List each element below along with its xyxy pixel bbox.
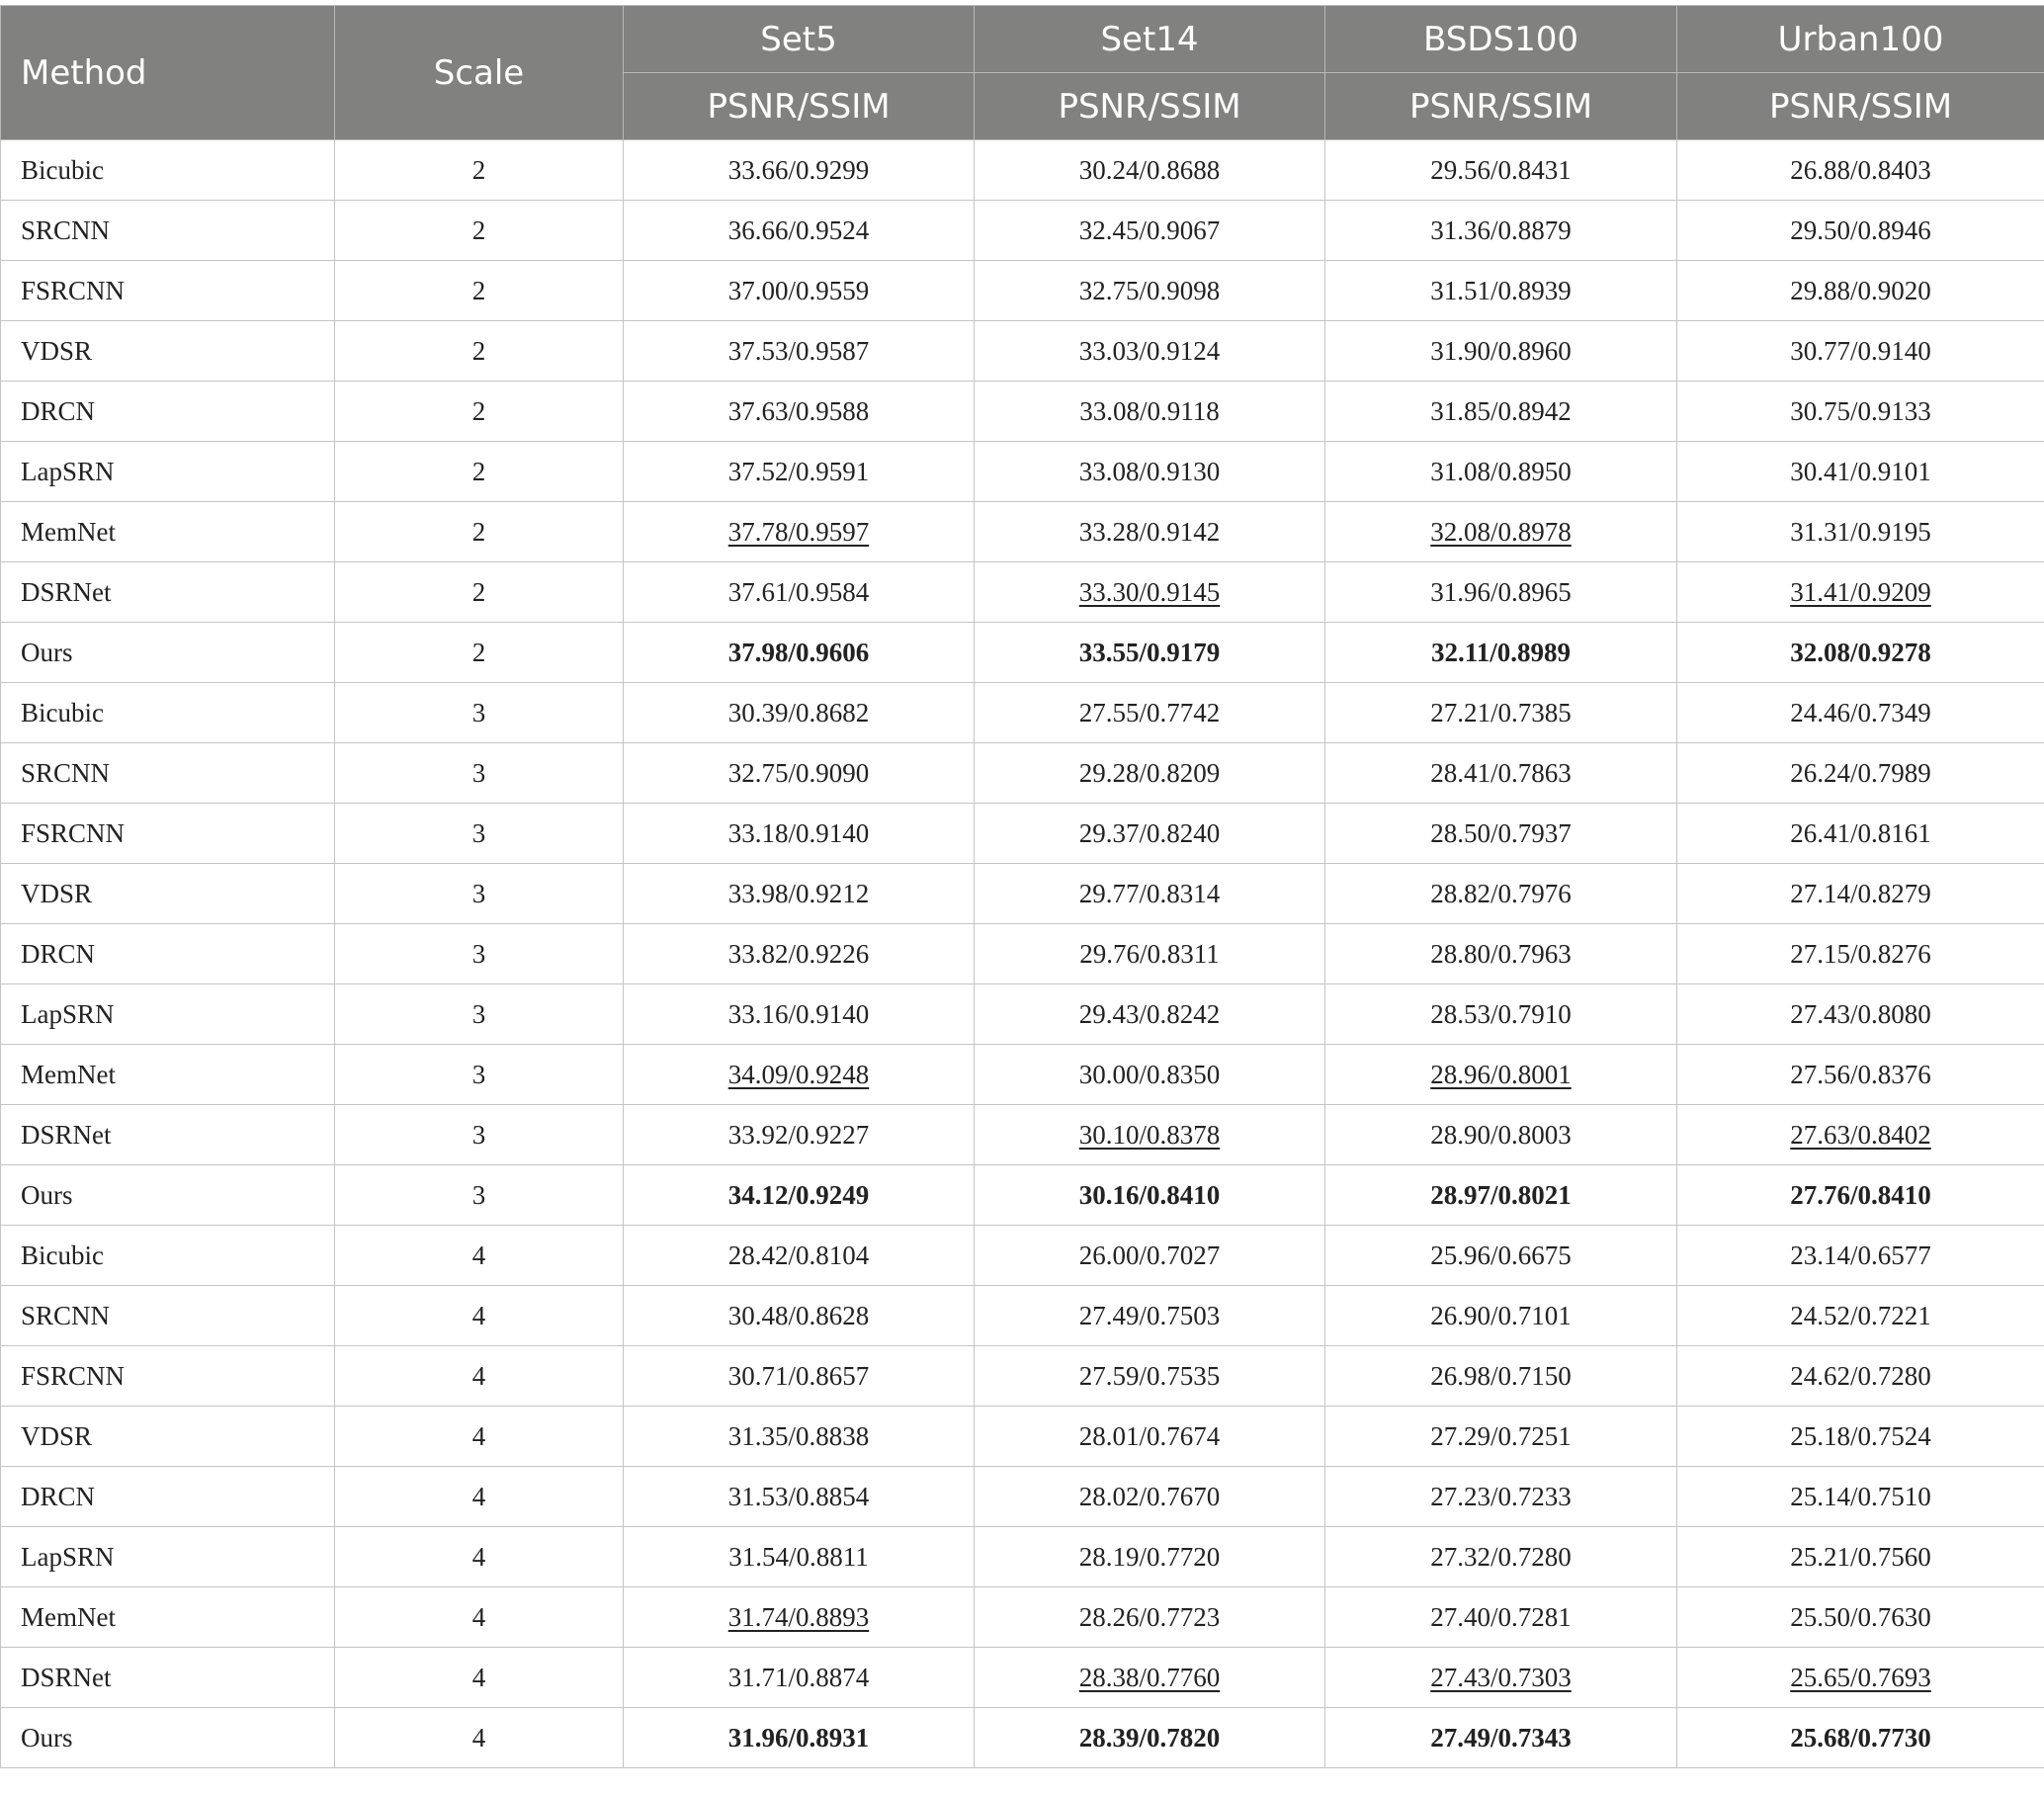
cell-method: MemNet xyxy=(1,502,335,562)
cell-scale: 2 xyxy=(335,442,624,502)
cell-scale: 4 xyxy=(335,1708,624,1768)
table-row xyxy=(1,502,2044,562)
cell-scale: 2 xyxy=(335,382,624,442)
cell-set14: 33.08/0.9130 xyxy=(975,442,1325,502)
cell-urban100: 29.88/0.9020 xyxy=(1677,261,2044,321)
table-row xyxy=(1,1708,2044,1768)
cell-bsds100: 28.82/0.7976 xyxy=(1325,864,1677,924)
cell-bsds100: 31.51/0.8939 xyxy=(1325,261,1677,321)
cell-set14: 29.37/0.8240 xyxy=(975,804,1325,864)
cell-method: MemNet xyxy=(1,1045,335,1105)
cell-urban100: 24.52/0.7221 xyxy=(1677,1286,2044,1346)
cell-scale: 4 xyxy=(335,1587,624,1648)
cell-set5: 37.00/0.9559 xyxy=(624,261,975,321)
cell-bsds100: 29.56/0.8431 xyxy=(1325,140,1677,201)
cell-method: FSRCNN xyxy=(1,1346,335,1407)
cell-bsds100: 31.90/0.8960 xyxy=(1325,321,1677,382)
cell-set14: 27.59/0.7535 xyxy=(975,1346,1325,1407)
table-row xyxy=(1,1165,2044,1226)
cell-urban100: 23.14/0.6577 xyxy=(1677,1226,2044,1286)
table-row xyxy=(1,804,2044,864)
cell-set5: 28.42/0.8104 xyxy=(624,1226,975,1286)
cell-urban100: 27.43/0.8080 xyxy=(1677,984,2044,1045)
header-urban100: Urban100 xyxy=(1677,6,2044,73)
table-row xyxy=(1,1105,2044,1165)
cell-set14: 27.55/0.7742 xyxy=(975,683,1325,743)
cell-urban100: 26.88/0.8403 xyxy=(1677,140,2044,201)
table-row xyxy=(1,140,2044,201)
cell-set14: 28.02/0.7670 xyxy=(975,1467,1325,1527)
table-row xyxy=(1,683,2044,743)
cell-set5: 31.96/0.8931 xyxy=(624,1708,975,1768)
header-row-datasets xyxy=(1,6,2044,73)
cell-set14: 29.43/0.8242 xyxy=(975,984,1325,1045)
cell-urban100: 25.14/0.7510 xyxy=(1677,1467,2044,1527)
cell-scale: 3 xyxy=(335,1165,624,1226)
cell-set5: 31.71/0.8874 xyxy=(624,1648,975,1708)
cell-set5: 31.74/0.8893 xyxy=(624,1587,975,1648)
cell-method: Bicubic xyxy=(1,683,335,743)
cell-method: LapSRN xyxy=(1,984,335,1045)
cell-urban100: 30.77/0.9140 xyxy=(1677,321,2044,382)
cell-set14: 33.03/0.9124 xyxy=(975,321,1325,382)
cell-method: DRCN xyxy=(1,924,335,984)
cell-bsds100: 27.49/0.7343 xyxy=(1325,1708,1677,1768)
cell-bsds100: 32.11/0.8989 xyxy=(1325,623,1677,683)
cell-set14: 33.30/0.9145 xyxy=(975,562,1325,623)
cell-urban100: 30.75/0.9133 xyxy=(1677,382,2044,442)
cell-set5: 34.12/0.9249 xyxy=(624,1165,975,1226)
cell-bsds100: 27.21/0.7385 xyxy=(1325,683,1677,743)
cell-method: SRCNN xyxy=(1,743,335,804)
cell-set5: 34.09/0.9248 xyxy=(624,1045,975,1105)
cell-method: VDSR xyxy=(1,864,335,924)
table-row xyxy=(1,261,2044,321)
cell-method: FSRCNN xyxy=(1,804,335,864)
cell-set5: 37.98/0.9606 xyxy=(624,623,975,683)
cell-urban100: 31.31/0.9195 xyxy=(1677,502,2044,562)
table-row xyxy=(1,984,2044,1045)
header-scale: Scale xyxy=(335,6,624,140)
cell-scale: 3 xyxy=(335,924,624,984)
cell-set14: 30.16/0.8410 xyxy=(975,1165,1325,1226)
table-row xyxy=(1,1407,2044,1467)
cell-bsds100: 26.98/0.7150 xyxy=(1325,1346,1677,1407)
header-metric-bsds100: PSNR/SSIM xyxy=(1325,73,1677,140)
cell-set14: 32.75/0.9098 xyxy=(975,261,1325,321)
cell-set14: 29.76/0.8311 xyxy=(975,924,1325,984)
cell-bsds100: 31.08/0.8950 xyxy=(1325,442,1677,502)
results-table xyxy=(0,5,2044,1768)
cell-set5: 37.61/0.9584 xyxy=(624,562,975,623)
header-metric-set5: PSNR/SSIM xyxy=(624,73,975,140)
table-row xyxy=(1,442,2044,502)
cell-urban100: 27.56/0.8376 xyxy=(1677,1045,2044,1105)
table-row xyxy=(1,1045,2044,1105)
cell-bsds100: 28.41/0.7863 xyxy=(1325,743,1677,804)
cell-set14: 28.01/0.7674 xyxy=(975,1407,1325,1467)
table-row xyxy=(1,1467,2044,1527)
cell-urban100: 26.24/0.7989 xyxy=(1677,743,2044,804)
table-row xyxy=(1,1587,2044,1648)
cell-method: DSRNet xyxy=(1,1648,335,1708)
cell-set5: 37.53/0.9587 xyxy=(624,321,975,382)
cell-set5: 31.53/0.8854 xyxy=(624,1467,975,1527)
cell-set14: 32.45/0.9067 xyxy=(975,201,1325,261)
cell-set14: 30.10/0.8378 xyxy=(975,1105,1325,1165)
cell-bsds100: 31.36/0.8879 xyxy=(1325,201,1677,261)
cell-bsds100: 25.96/0.6675 xyxy=(1325,1226,1677,1286)
cell-urban100: 30.41/0.9101 xyxy=(1677,442,2044,502)
cell-scale: 2 xyxy=(335,140,624,201)
cell-urban100: 24.46/0.7349 xyxy=(1677,683,2044,743)
cell-scale: 2 xyxy=(335,201,624,261)
cell-scale: 4 xyxy=(335,1648,624,1708)
cell-urban100: 31.41/0.9209 xyxy=(1677,562,2044,623)
cell-set5: 33.92/0.9227 xyxy=(624,1105,975,1165)
cell-method: Ours xyxy=(1,1165,335,1226)
cell-bsds100: 31.96/0.8965 xyxy=(1325,562,1677,623)
cell-bsds100: 28.97/0.8021 xyxy=(1325,1165,1677,1226)
cell-set5: 30.48/0.8628 xyxy=(624,1286,975,1346)
cell-set14: 28.39/0.7820 xyxy=(975,1708,1325,1768)
cell-set5: 37.78/0.9597 xyxy=(624,502,975,562)
cell-scale: 4 xyxy=(335,1527,624,1587)
cell-method: Bicubic xyxy=(1,1226,335,1286)
cell-bsds100: 28.53/0.7910 xyxy=(1325,984,1677,1045)
cell-set14: 27.49/0.7503 xyxy=(975,1286,1325,1346)
cell-method: DSRNet xyxy=(1,1105,335,1165)
table-row xyxy=(1,1286,2044,1346)
cell-scale: 2 xyxy=(335,562,624,623)
cell-method: DSRNet xyxy=(1,562,335,623)
cell-set5: 30.71/0.8657 xyxy=(624,1346,975,1407)
cell-set5: 33.66/0.9299 xyxy=(624,140,975,201)
header-bsds100: BSDS100 xyxy=(1325,6,1677,73)
cell-set14: 28.38/0.7760 xyxy=(975,1648,1325,1708)
cell-set14: 29.28/0.8209 xyxy=(975,743,1325,804)
cell-method: FSRCNN xyxy=(1,261,335,321)
table-header xyxy=(1,6,2044,140)
cell-set14: 28.19/0.7720 xyxy=(975,1527,1325,1587)
cell-urban100: 32.08/0.9278 xyxy=(1677,623,2044,683)
cell-bsds100: 27.23/0.7233 xyxy=(1325,1467,1677,1527)
cell-set5: 33.18/0.9140 xyxy=(624,804,975,864)
table-row xyxy=(1,1346,2044,1407)
cell-method: VDSR xyxy=(1,1407,335,1467)
cell-method: Ours xyxy=(1,1708,335,1768)
cell-scale: 2 xyxy=(335,321,624,382)
cell-scale: 4 xyxy=(335,1286,624,1346)
cell-scale: 3 xyxy=(335,683,624,743)
cell-method: Bicubic xyxy=(1,140,335,201)
cell-urban100: 27.14/0.8279 xyxy=(1677,864,2044,924)
cell-urban100: 27.15/0.8276 xyxy=(1677,924,2044,984)
table-row xyxy=(1,1226,2044,1286)
cell-set5: 37.52/0.9591 xyxy=(624,442,975,502)
header-metric-set14: PSNR/SSIM xyxy=(975,73,1325,140)
table-row xyxy=(1,743,2044,804)
cell-scale: 3 xyxy=(335,1105,624,1165)
cell-bsds100: 27.32/0.7280 xyxy=(1325,1527,1677,1587)
table-row xyxy=(1,562,2044,623)
cell-method: LapSRN xyxy=(1,1527,335,1587)
cell-scale: 4 xyxy=(335,1407,624,1467)
cell-set14: 29.77/0.8314 xyxy=(975,864,1325,924)
cell-urban100: 29.50/0.8946 xyxy=(1677,201,2044,261)
cell-set5: 31.54/0.8811 xyxy=(624,1527,975,1587)
header-metric-urban100: PSNR/SSIM xyxy=(1677,73,2044,140)
cell-method: SRCNN xyxy=(1,1286,335,1346)
cell-urban100: 24.62/0.7280 xyxy=(1677,1346,2044,1407)
cell-set5: 32.75/0.9090 xyxy=(624,743,975,804)
cell-scale: 3 xyxy=(335,984,624,1045)
table-row xyxy=(1,623,2044,683)
cell-set5: 31.35/0.8838 xyxy=(624,1407,975,1467)
table-row xyxy=(1,864,2044,924)
cell-bsds100: 32.08/0.8978 xyxy=(1325,502,1677,562)
cell-method: VDSR xyxy=(1,321,335,382)
cell-method: LapSRN xyxy=(1,442,335,502)
cell-set14: 28.26/0.7723 xyxy=(975,1587,1325,1648)
cell-urban100: 25.68/0.7730 xyxy=(1677,1708,2044,1768)
cell-bsds100: 28.96/0.8001 xyxy=(1325,1045,1677,1105)
cell-bsds100: 27.40/0.7281 xyxy=(1325,1587,1677,1648)
cell-urban100: 25.18/0.7524 xyxy=(1677,1407,2044,1467)
cell-urban100: 26.41/0.8161 xyxy=(1677,804,2044,864)
cell-urban100: 25.65/0.7693 xyxy=(1677,1648,2044,1708)
cell-method: SRCNN xyxy=(1,201,335,261)
cell-urban100: 27.63/0.8402 xyxy=(1677,1105,2044,1165)
cell-set14: 26.00/0.7027 xyxy=(975,1226,1325,1286)
cell-bsds100: 31.85/0.8942 xyxy=(1325,382,1677,442)
cell-scale: 4 xyxy=(335,1226,624,1286)
cell-set14: 30.24/0.8688 xyxy=(975,140,1325,201)
cell-scale: 4 xyxy=(335,1467,624,1527)
cell-urban100: 25.50/0.7630 xyxy=(1677,1587,2044,1648)
table-row xyxy=(1,321,2044,382)
cell-method: DRCN xyxy=(1,382,335,442)
cell-scale: 4 xyxy=(335,1346,624,1407)
cell-bsds100: 28.90/0.8003 xyxy=(1325,1105,1677,1165)
cell-scale: 2 xyxy=(335,623,624,683)
table-row xyxy=(1,924,2044,984)
cell-scale: 3 xyxy=(335,804,624,864)
cell-set14: 30.00/0.8350 xyxy=(975,1045,1325,1105)
cell-set5: 33.16/0.9140 xyxy=(624,984,975,1045)
cell-set14: 33.08/0.9118 xyxy=(975,382,1325,442)
cell-bsds100: 28.80/0.7963 xyxy=(1325,924,1677,984)
cell-set5: 33.82/0.9226 xyxy=(624,924,975,984)
header-set14: Set14 xyxy=(975,6,1325,73)
cell-scale: 2 xyxy=(335,261,624,321)
header-set5: Set5 xyxy=(624,6,975,73)
cell-set14: 33.28/0.9142 xyxy=(975,502,1325,562)
cell-urban100: 25.21/0.7560 xyxy=(1677,1527,2044,1587)
cell-scale: 3 xyxy=(335,1045,624,1105)
cell-set5: 37.63/0.9588 xyxy=(624,382,975,442)
table-body xyxy=(1,140,2044,1768)
cell-bsds100: 27.43/0.7303 xyxy=(1325,1648,1677,1708)
cell-set5: 33.98/0.9212 xyxy=(624,864,975,924)
cell-bsds100: 26.90/0.7101 xyxy=(1325,1286,1677,1346)
table-row xyxy=(1,1648,2044,1708)
table-row xyxy=(1,1527,2044,1587)
cell-scale: 3 xyxy=(335,743,624,804)
cell-urban100: 27.76/0.8410 xyxy=(1677,1165,2044,1226)
cell-set14: 33.55/0.9179 xyxy=(975,623,1325,683)
cell-scale: 2 xyxy=(335,502,624,562)
cell-method: Ours xyxy=(1,623,335,683)
table-row xyxy=(1,201,2044,261)
cell-scale: 3 xyxy=(335,864,624,924)
cell-method: DRCN xyxy=(1,1467,335,1527)
cell-set5: 36.66/0.9524 xyxy=(624,201,975,261)
cell-set5: 30.39/0.8682 xyxy=(624,683,975,743)
table-row xyxy=(1,382,2044,442)
cell-method: MemNet xyxy=(1,1587,335,1648)
header-method: Method xyxy=(1,6,335,140)
cell-bsds100: 27.29/0.7251 xyxy=(1325,1407,1677,1467)
cell-bsds100: 28.50/0.7937 xyxy=(1325,804,1677,864)
